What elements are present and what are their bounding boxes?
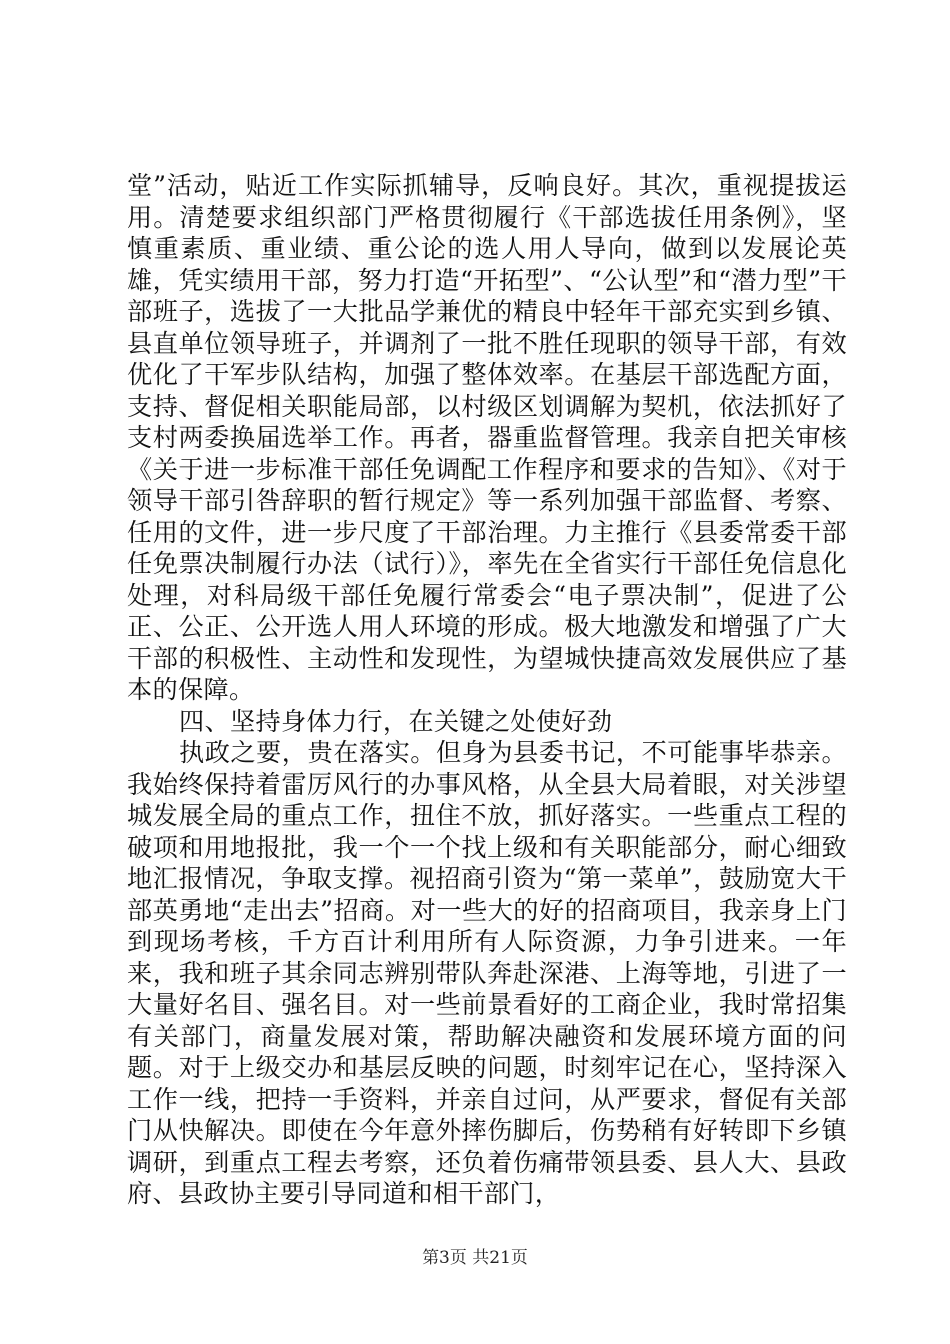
- document-body: [127, 170, 847, 1210]
- page-number-footer: 第3页 共21页: [422, 1248, 528, 1268]
- section-heading: 四、坚持身体力行，在关键之处使好劲: [179, 706, 613, 736]
- paragraph-continued: 堂”活动，贴近工作实际抓辅导，反响良好。其次，重视提拔运用。清楚要求组织部门严格贯彻履行《干部选拔任用条例》，坚慎重素质、重业绩、重公论的选人用人导向，做到以发展论英雄，凭实绩用干部，努力打造“开拓型”、“公认型”和“潜力型”干部班子，选拔了一大批品学兼优的精良中轻年干部充实到乡镇、县直单位领导班子，并调剂了一批不胜任现职的领导干部，有效优化了干军步队结构，加强了整体效率。在基层干部选配方面，支持、督促相关职能局部，以村级区划调解为契机，依法抓好了支村两委换届选举工作。再者，器重监督管理。我亲自把关审核《关于进一步标准干部任免调配工作程序和要求的告知》、《对于领导干部引咎辞职的暂行规定》等一系列加强干部监督、考察、任用的文件，进一步尺度了干部治理。力主推行《县委常委干部任免票决制履行办法（试行）》，率先在全省实行干部任免信息化处理，对科局级干部任免履行常委会“电子票决制”，促进了公正、公正、公开选人用人环境的形成。极大地激发和增强了广大干部的积极性、主动性和发现性，为望城快捷高效发展供应了基本的保障。: [127, 171, 847, 704]
- paragraph: 执政之要，贵在落实。但身为县委书记，不可能事毕恭亲。我始终保持着雷厉风行的办事风格，从全县大局着眼，对关涉望城发展全局的重点工作，扭住不放，抓好落实。一些重点工程的破项和用地报批，我一个一个找上级和有关职能部分，耐心细致地汇报情况，争取支撑。视招商引资为“第一菜单”，鼓励宽大干部英勇地“走出去”招商。对一些大的好的招商项目，我亲身上门到现场考核，千方百计利用所有人际资源，力争引进来。一年来，我和班子其余同志辨别带队奔赴深港、上海等地，引进了一大量好名目、强名目。对一些前景看好的工商企业，我时常招集有关部门，商量发展对策，帮助解决融资和发展环境方面的问题。对于上级交办和基层反映的问题，时刻牢记在心，坚持深入工作一线，把持一手资料，并亲自过问，从严要求，督促有关部门从快解决。即使在今年意外摔伤脚后，伤势稍有好转即下乡镇调研，到重点工程去考察，还负着伤痛带领县委、县人大、县政府、县政协主要引导同道和相干部门，: [127, 738, 847, 1208]
